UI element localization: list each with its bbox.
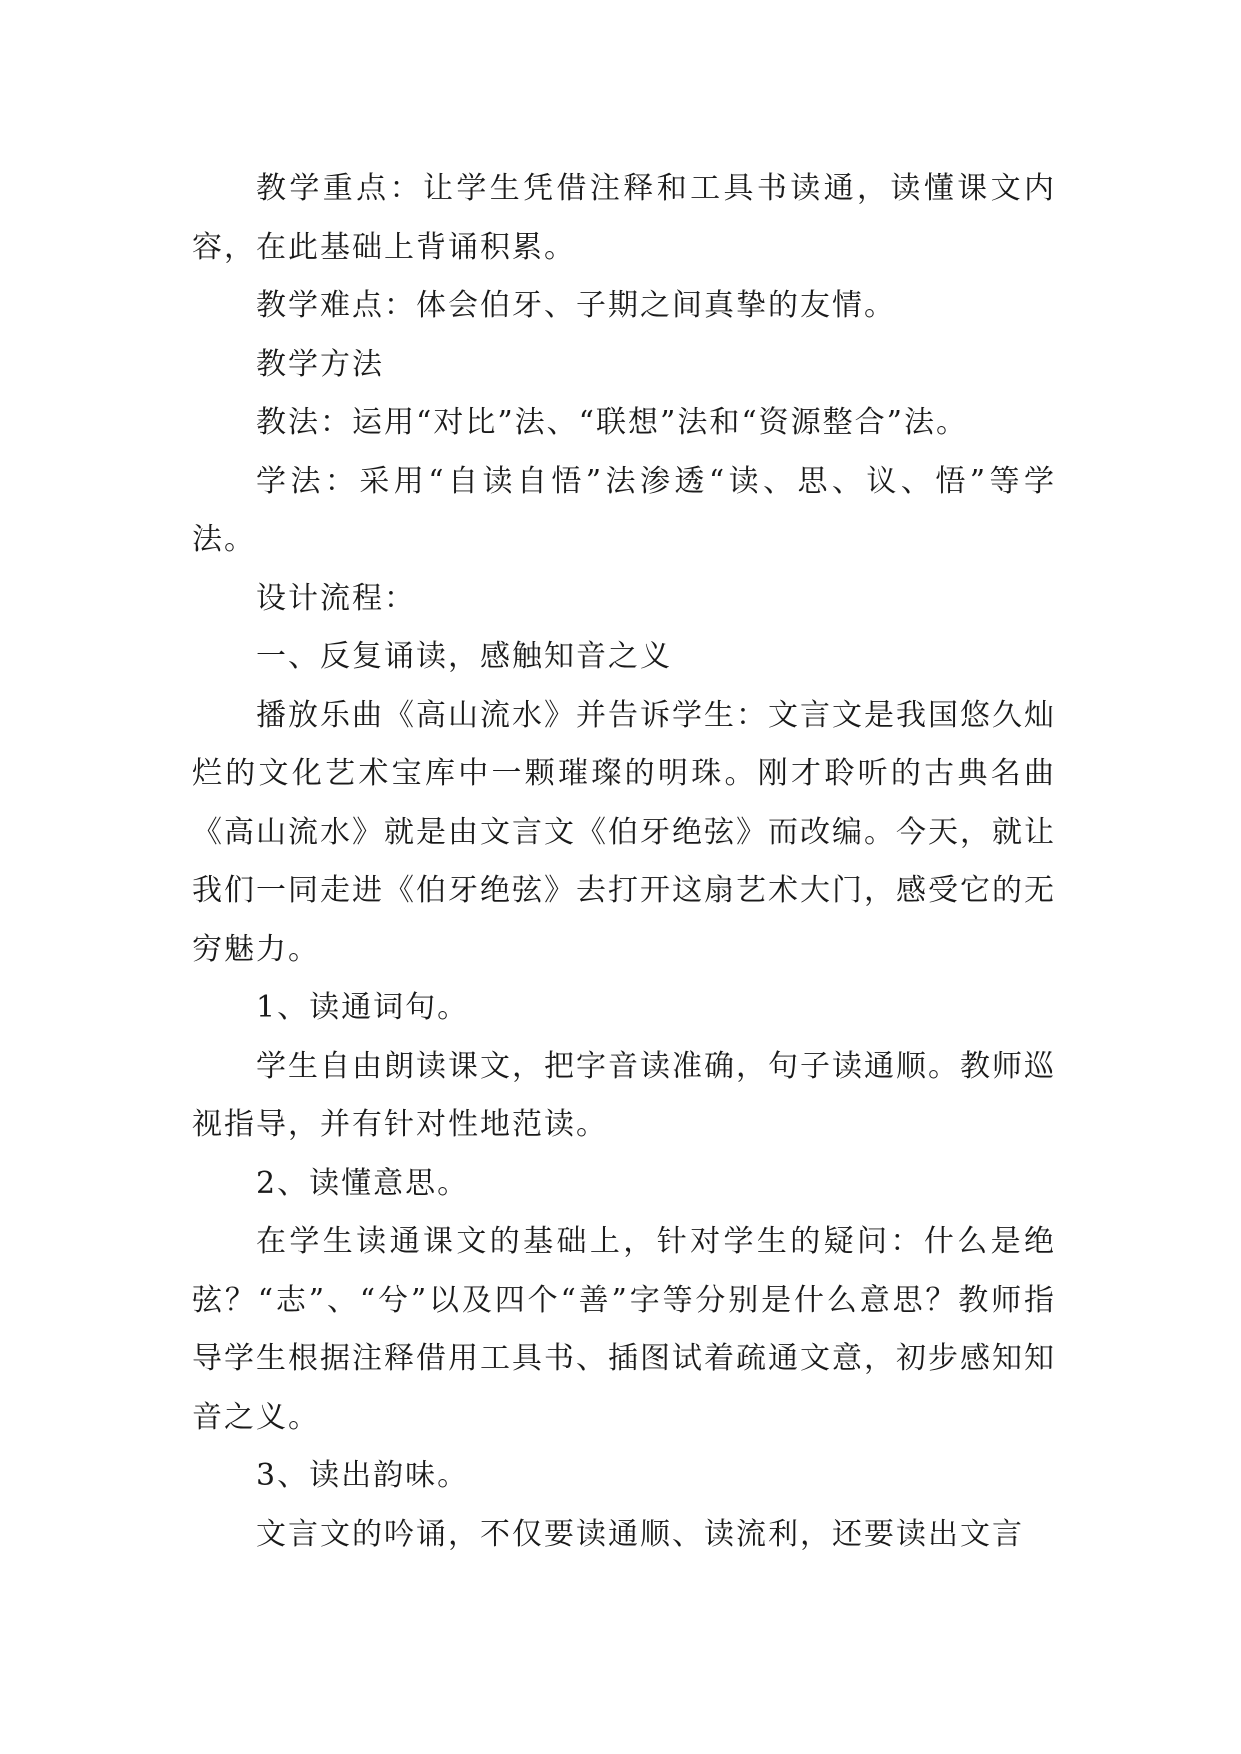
paragraph-teaching-focus: 教学重点：让学生凭借注释和工具书读通，读懂课文内容，在此基础上背诵积累。 <box>192 171 1056 265</box>
paragraph-step-three-heading: 3、读出韵味。 <box>256 1458 470 1493</box>
paragraph-teaching-difficulty: 教学难点：体会伯牙、子期之间真挚的友情。 <box>256 288 896 323</box>
paragraph-section-one-heading: 一、反复诵读，感触知音之义 <box>256 639 672 674</box>
paragraph-step-two-body: 在学生读通课文的基础上，针对学生的疑问：什么是绝弦？“志”、“兮”以及四个“善”字等分别是什么意思？教师指导学生根据注释借用工具书、插图试着疏通文意，初步感知知音之义。 <box>192 1224 1056 1435</box>
paragraph-step-three-body: 文言文的吟诵，不仅要读通顺、读流利，还要读出文言 <box>256 1516 1024 1552</box>
paragraph-design-process-heading: 设计流程： <box>256 580 416 616</box>
paragraph-step-two-heading: 2、读懂意思。 <box>256 1165 470 1201</box>
paragraph-teaching-method: 教法：运用“对比”法、“联想”法和“资源整合”法。 <box>256 405 969 440</box>
paragraph-music-intro: 播放乐曲《高山流水》并告诉学生：文言文是我国悠久灿烂的文化艺术宝库中一颗璀璨的明珠。刚才聆听的古典名曲《高山流水》就是由文言文《伯牙绝弦》而改编。今天，就让我们一同走进《伯牙绝弦》去打开这扇艺术大门，感受它的无穷魅力。 <box>192 697 1056 967</box>
paragraph-learning-method: 学法：采用“自读自悟”法渗透“读、思、议、悟”等学法。 <box>192 463 1056 557</box>
paragraph-step-one-heading: 1、读通词句。 <box>256 990 470 1025</box>
document-page <box>192 160 1056 1564</box>
paragraph-step-one-body: 学生自由朗读课文，把字音读准确，句子读通顺。教师巡视指导，并有针对性地范读。 <box>192 1048 1056 1142</box>
paragraph-teaching-methods-heading: 教学方法 <box>256 346 384 382</box>
